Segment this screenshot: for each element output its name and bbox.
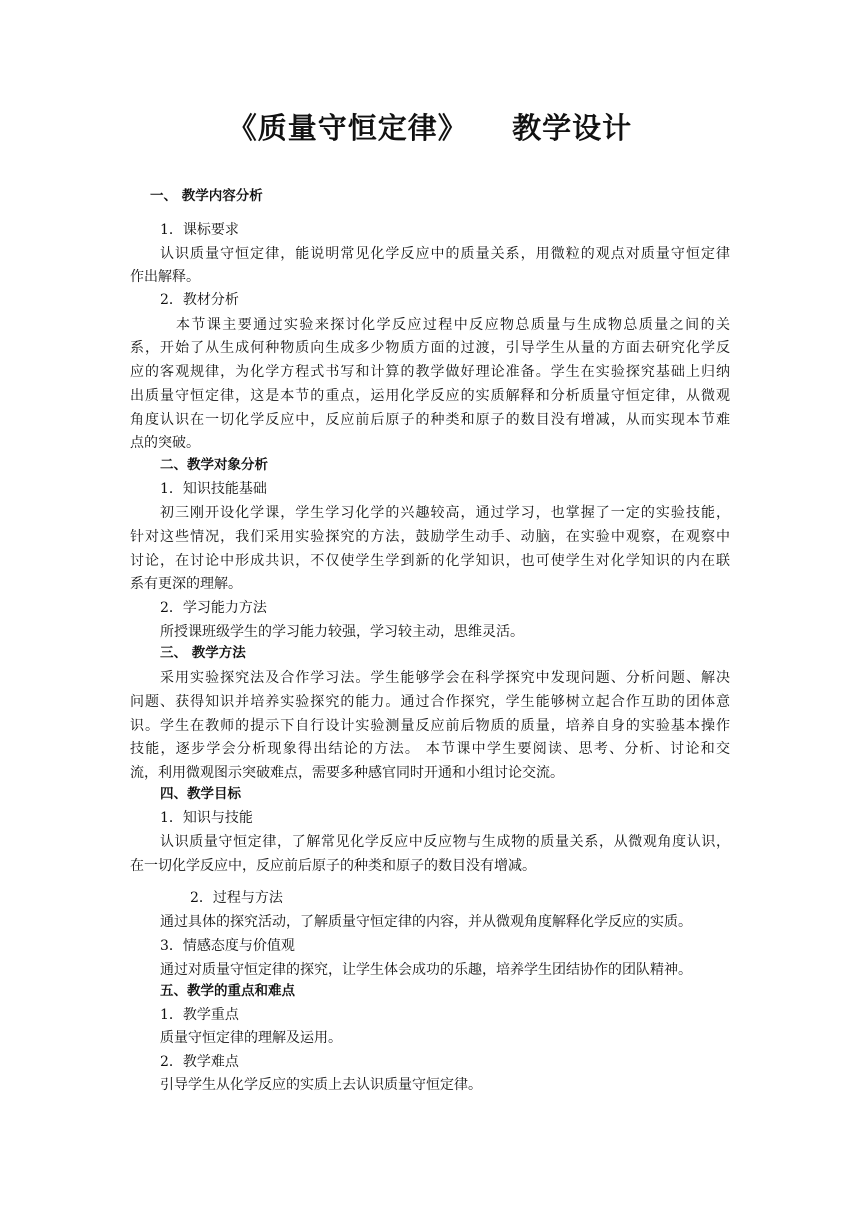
subheading-key-points: 1．教学重点: [160, 1007, 239, 1023]
paragraph-line: 引导学生从化学反应的实质上去认识质量守恒定律。: [160, 1077, 482, 1093]
paragraph-line: 作出解释。: [130, 269, 200, 285]
subheading-knowledge-skills: 1．知识与技能: [160, 810, 253, 826]
paragraph-line: 通过对质量守恒定律的探究，让学生体会成功的乐趣，培养学生团结协作的团队精神。: [160, 962, 692, 978]
document-title: 《质量守恒定律》 教学设计: [227, 111, 633, 145]
section-heading-1: 一、 教学内容分析: [150, 188, 263, 204]
section-heading-2: 二、教学对象分析: [160, 457, 268, 473]
paragraph-line: 系有更深的理解。: [130, 576, 242, 592]
paragraph-line: 采用实验探究法及合作学习法。学生能够学会在科学探究中发现问题、分析问题、解决: [160, 670, 730, 686]
subheading-curriculum: 1．课标要求: [160, 222, 239, 238]
paragraph-line: 针对这些情况，我们采用实验探究的方法，鼓励学生动手、动脑，在实验中观察，在观察中: [130, 529, 730, 545]
paragraph-line: 角度认识在一切化学反应中，反应前后原子的种类和原子的数目没有增减，从而实现本节难: [130, 412, 730, 428]
paragraph-line: 在一切化学反应中，反应前后原子的种类和原子的数目没有增减。: [130, 858, 536, 874]
paragraph-line: 识。学生在教师的提示下自行设计实验测量反应前后物质的质量，培养自身的实验基本操作: [130, 718, 730, 734]
paragraph-line: 认识质量守恒定律，了解常见化学反应中反应物与生成物的质量关系，从微观角度认识，: [160, 834, 730, 850]
paragraph-line: 出质量守恒定律，这是本节的重点，运用化学反应的实质解释和分析质量守恒定律，从微观: [130, 388, 730, 404]
subheading-learning-ability: 2．学习能力方法: [160, 600, 267, 616]
subheading-attitudes-values: 3．情感态度与价值观: [160, 938, 295, 954]
paragraph-line: 质量守恒定律的理解及运用。: [160, 1030, 342, 1046]
subheading-knowledge-base: 1．知识技能基础: [160, 481, 267, 497]
paragraph-line: 应的客观规律，为化学方程式书写和计算的教学做好理论准备。学生在实验探究基础上归纳: [130, 364, 730, 380]
paragraph-line: 认识质量守恒定律，能说明常见化学反应中的质量关系，用微粒的观点对质量守恒定律: [160, 246, 730, 262]
section-heading-5: 五、教学的重点和难点: [160, 983, 295, 999]
paragraph-line: 讨论，在讨论中形成共识，不仅使学生学到新的化学知识，也可使学生对化学知识的内在联: [130, 553, 730, 569]
subheading-textbook: 2．教材分析: [160, 292, 239, 308]
subheading-process-methods: 2．过程与方法: [190, 890, 283, 906]
paragraph-line: 系，开始了从生成何种物质向生成多少物质方面的过渡，引导学生从量的方面去研究化学反: [130, 340, 730, 356]
paragraph-line: 问题、获得知识并培养实验探究的能力。通过合作探究，学生能够树立起合作互助的团体意: [130, 694, 730, 710]
paragraph-line: 流，利用微观图示突破难点，需要多种感官同时开通和小组讨论交流。: [130, 765, 564, 781]
section-heading-3: 三、 教学方法: [160, 645, 246, 661]
paragraph-line: 所授课班级学生的学习能力较强，学习较主动，思维灵活。: [160, 624, 524, 640]
paragraph-line: 技能，逐步学会分析现象得出结论的方法。 本节课中学生要阅读、思考、分析、讨论和交: [130, 741, 730, 757]
paragraph-line: 通过具体的探究活动，了解质量守恒定律的内容，并从微观角度解释化学反应的实质。: [160, 914, 692, 930]
paragraph-line: 本节课主要通过实验来探讨化学反应过程中反应物总质量与生成物总质量之间的关: [176, 317, 730, 333]
paragraph-line: 初三刚开设化学课，学生学习化学的兴趣较高，通过学习，也掌握了一定的实验技能，: [160, 505, 730, 521]
subheading-difficulties: 2．教学难点: [160, 1054, 239, 1070]
paragraph-line: 点的突破。: [130, 435, 200, 451]
section-heading-4: 四、教学目标: [160, 786, 241, 802]
